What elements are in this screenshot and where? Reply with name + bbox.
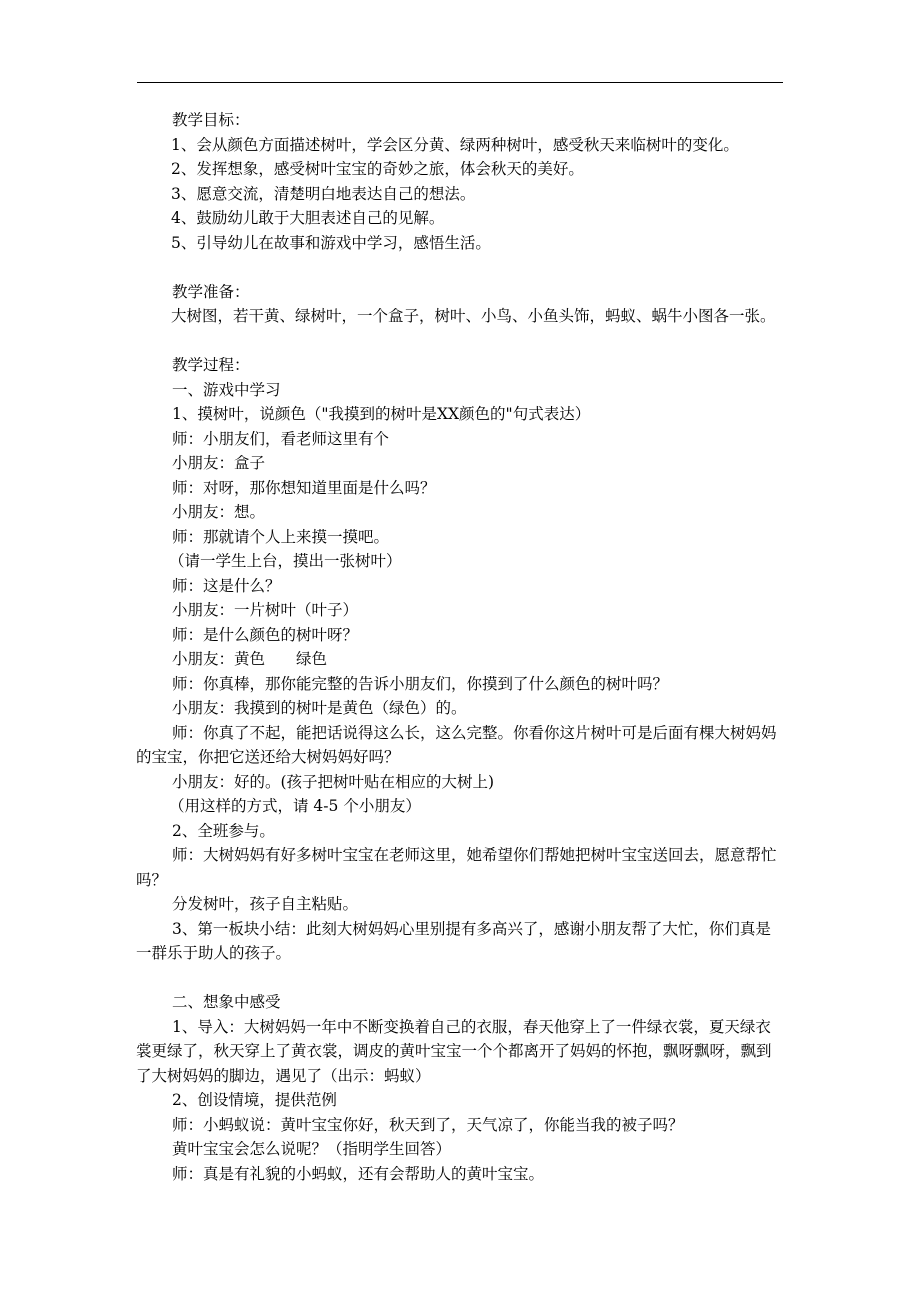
part1-paragraph-a-text: 师：你真了不起，能把话说得这么长，这么完整。你看你这片树叶可是后面有棵大树妈妈的宝宝，你把它送还给大树妈妈好吗？	[136, 723, 777, 766]
spacer	[172, 329, 788, 354]
part2-line-1: 2、创设情境，提供范例	[172, 1091, 337, 1109]
objective-item-1: 1、会从颜色方面描述树叶，学会区分黄、绿两种树叶，感受秋天来临树叶的变化。	[171, 135, 739, 154]
process-heading: 教学过程：	[172, 356, 250, 374]
part1-line-12: 师：你真棒，那你能完整的告诉小朋友们，你摸到了什么颜色的树叶吗？	[172, 674, 669, 693]
document-body	[136, 108, 788, 1186]
part2-paragraph-a	[136, 1015, 784, 1089]
header-rule	[137, 82, 783, 83]
part2-line-4: 师：真是有礼貌的小蚂蚁，还有会帮助人的黄叶宝宝。	[172, 1164, 545, 1183]
part1-line-6: 师：那就请个人上来摸一摸吧。	[172, 527, 390, 546]
part1-line-4: 师：对呀，那你想知道里面是什么吗？	[172, 478, 436, 497]
part1-line-b3: 2、全班参与。	[172, 821, 275, 840]
part1-line-3: 小朋友：盒子	[172, 454, 266, 472]
part1-line-8: 师：这是什么？	[172, 576, 281, 595]
part1-line-b1: 小朋友：好的。(孩子把树叶贴在相应的大树上)	[172, 772, 495, 791]
objective-item-4: 4、鼓励幼儿敢于大胆表述自己的见解。	[171, 209, 445, 227]
part1-line-1: 1、摸树叶，说颜色（"我摸到的树叶是XX颜色的"句式表达）	[172, 405, 591, 423]
part2-line-3: 黄叶宝宝会怎么说呢？（指明学生回答）	[172, 1140, 452, 1158]
spacer	[172, 966, 788, 991]
part1-line-10: 师：是什么颜色的树叶呀？	[172, 625, 359, 644]
preparation-heading: 教学准备：	[172, 282, 250, 301]
part1-line-13: 小朋友：我摸到的树叶是黄色（绿色）的。	[172, 699, 467, 717]
part2-line-2: 师：小蚂蚁说：黄叶宝宝你好，秋天到了，天气凉了，你能当我的被子吗？	[172, 1115, 684, 1134]
preparation-text: 大树图，若干黄、绿树叶，一个盒子，树叶、小鸟、小鱼头饰，蚂蚁、蜗牛小图各一张。	[171, 307, 776, 325]
objective-item-2: 2、发挥想象，感受树叶宝宝的奇妙之旅，体会秋天的美好。	[171, 160, 584, 178]
part1-line-5: 小朋友：想。	[172, 503, 266, 521]
part1-paragraph-c	[136, 917, 784, 966]
spacer	[172, 255, 788, 280]
part1-paragraph-b-text: 师：大树妈妈有好多树叶宝宝在老师这里，她希望你们帮她把树叶宝宝送回去，愿意帮忙吗？	[136, 846, 777, 889]
objective-item-3: 3、愿意交流，清楚明白地表达自己的想法。	[171, 184, 476, 203]
part2-title: 二、想象中感受	[172, 993, 281, 1011]
objectives-heading: 教学目标：	[172, 111, 250, 129]
objective-item-5: 5、引导幼儿在故事和游戏中学习，感悟生活。	[171, 233, 491, 252]
part1-line-b2: （用这样的方式，请 4-5 个小朋友）	[169, 797, 421, 815]
part1-line-2: 师：小朋友们，看老师这里有个	[172, 429, 390, 448]
part1-paragraph-a	[136, 721, 784, 770]
part1-line-11: 小朋友：黄色 绿色	[172, 650, 328, 668]
part2-paragraph-a-text: 1、导入：大树妈妈一年中不断变换着自己的衣服，春天他穿上了一件绿衣裳，夏天绿衣裳更绿了，秋天穿上了黄衣裳，调皮的黄叶宝宝一个个都离开了妈妈的怀抱，飘呀飘呀，飘到了大树妈妈的脚边，遇见了（出示：蚂蚁）	[136, 1017, 772, 1085]
part1-title: 一、游戏中学习	[172, 380, 281, 399]
part1-line-9: 小朋友：一片树叶（叶子）	[172, 601, 359, 619]
part1-line-7: （请一学生上台，摸出一张树叶）	[169, 552, 402, 570]
part1-line-c: 分发树叶，孩子自主粘贴。	[172, 895, 359, 913]
part1-paragraph-b	[136, 843, 784, 892]
part1-paragraph-c-text: 3、第一板块小结：此刻大树妈妈心里别提有多高兴了，感谢小朋友帮了大忙，你们真是一群乐于助人的孩子。	[136, 919, 771, 962]
